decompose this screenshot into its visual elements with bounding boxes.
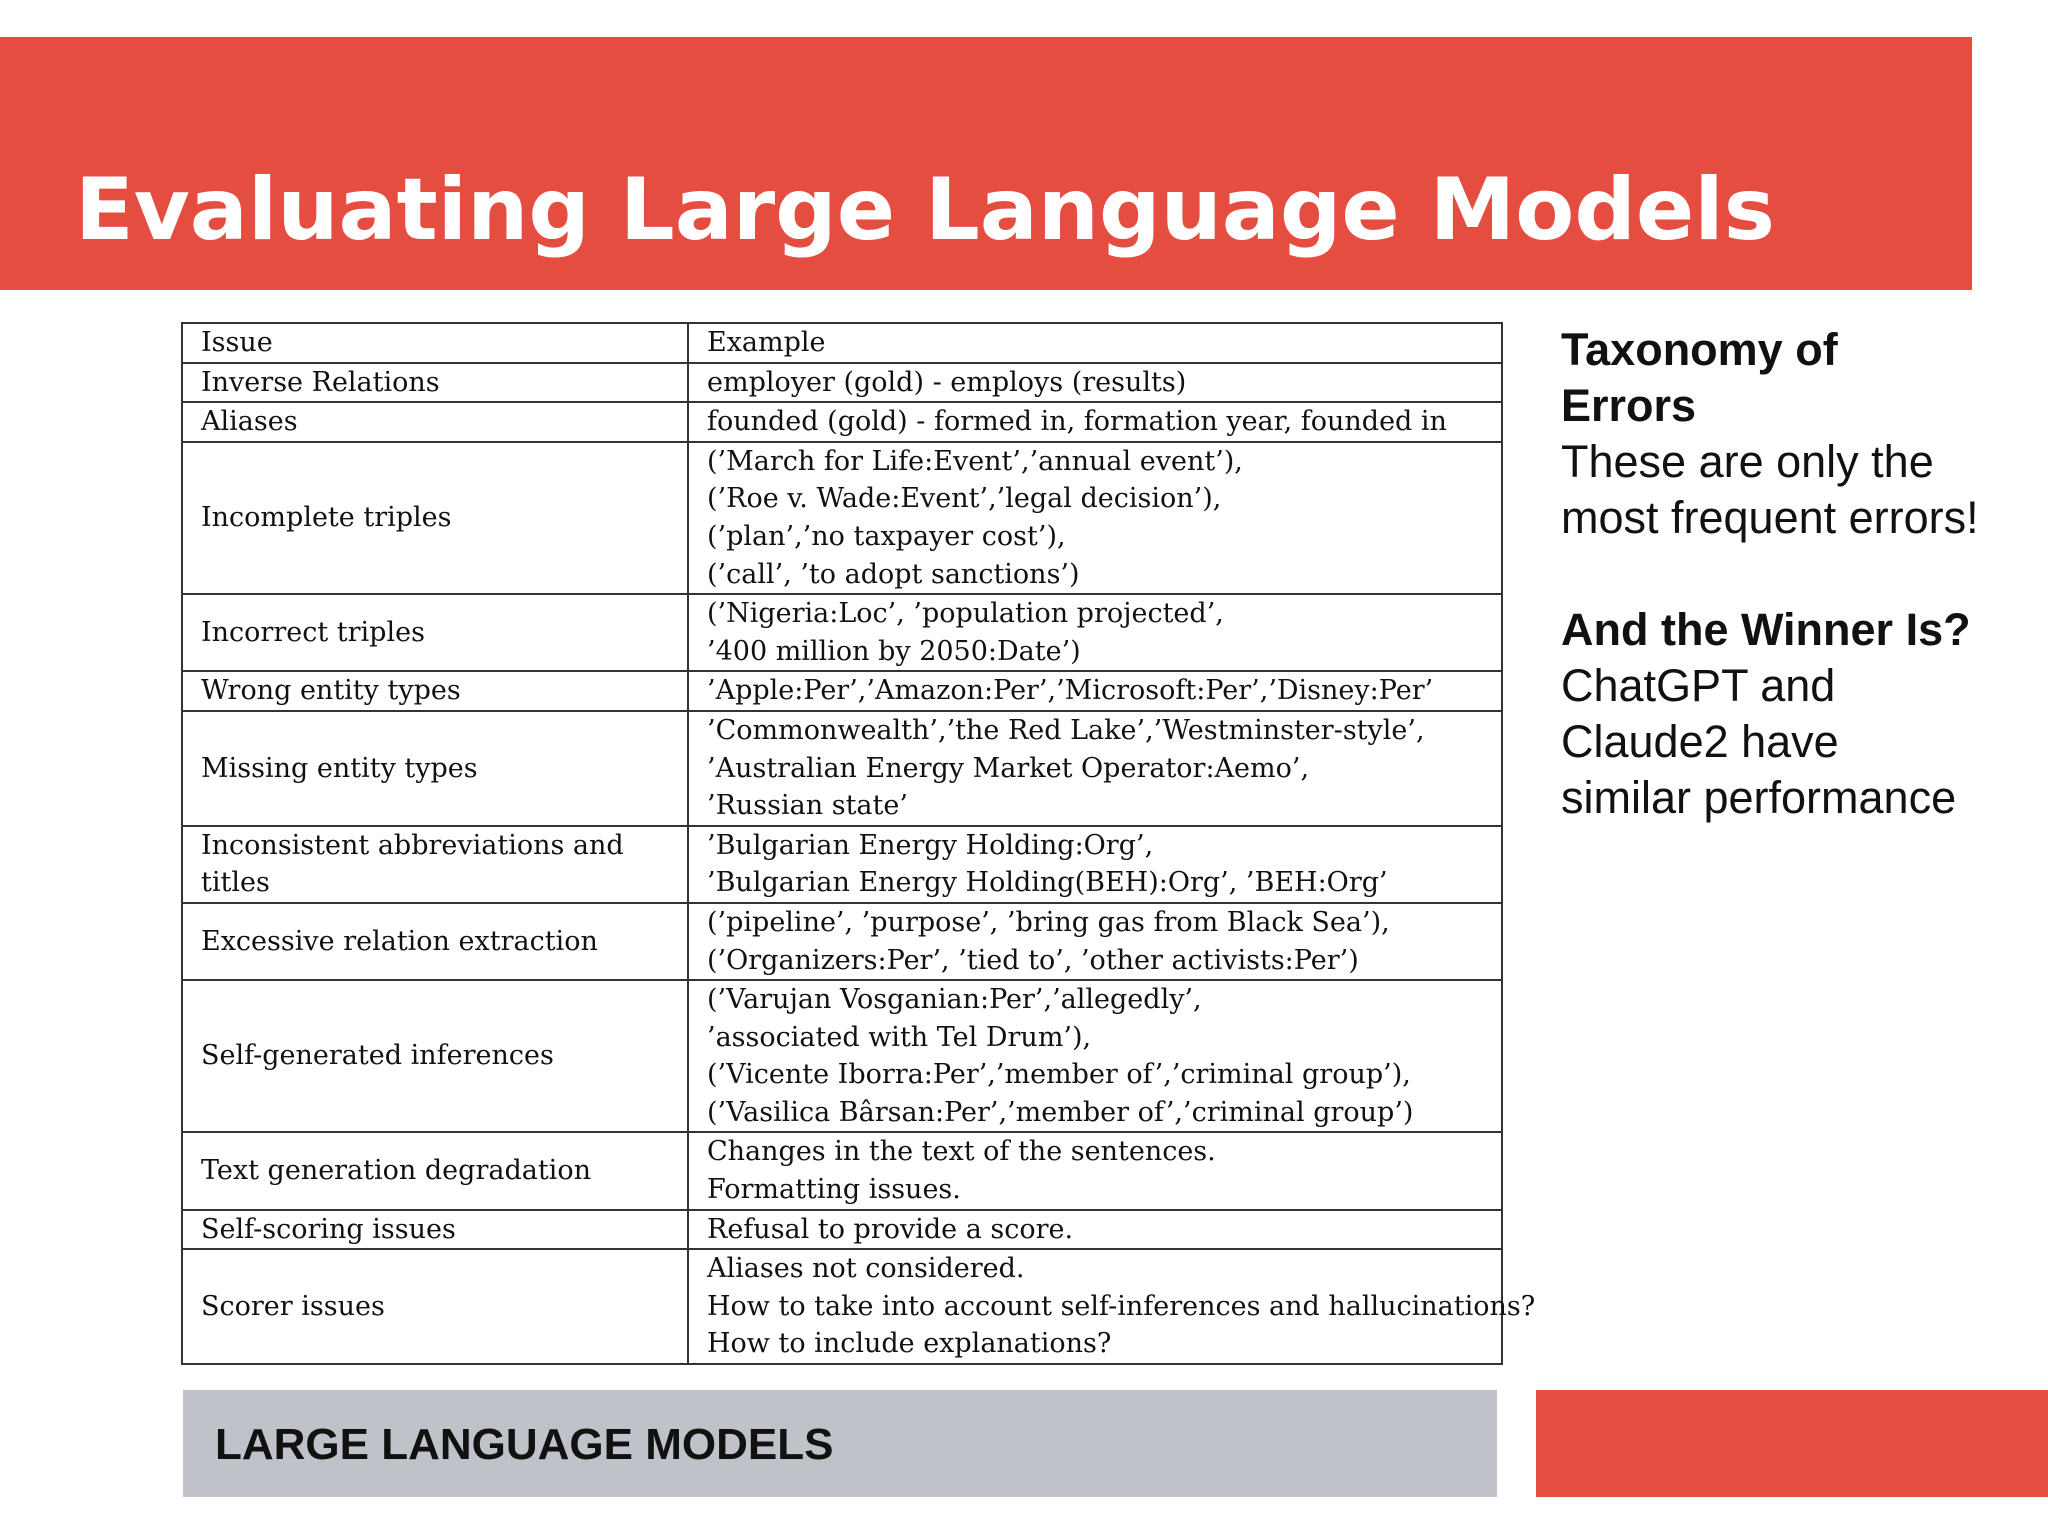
example-line: employer (gold) - employs (results): [707, 366, 1187, 398]
header-issue: Issue: [182, 323, 688, 363]
issue-cell: Text generation degradation: [182, 1132, 688, 1209]
example-line: (’Nigeria:Loc’, ’population projected’,: [707, 598, 1224, 630]
example-line: (’plan’,’no taxpayer cost’),: [707, 520, 1066, 552]
taxonomy-heading: Taxonomy of Errors: [1561, 324, 1838, 431]
example-cell: [688, 980, 1502, 1132]
footer-accent-block: [1536, 1390, 2048, 1497]
issue-cell: Scorer issues: [182, 1249, 688, 1364]
example-cell: [688, 671, 1502, 711]
example-line: ’Bulgarian Energy Holding:Org’,: [707, 829, 1154, 861]
table-row: [182, 1249, 1502, 1364]
example-line: founded (gold) - formed in, formation year, founded in: [707, 406, 1447, 438]
table-row: [182, 826, 1502, 903]
table-header-row: [182, 323, 1502, 363]
example-line: (’Roe v. Wade:Event’,’legal decision’),: [707, 483, 1222, 515]
table-row: [182, 671, 1502, 711]
example-line: ’Bulgarian Energy Holding(BEH):Org’, ’BEH:Org’: [707, 867, 1388, 899]
example-cell: [688, 826, 1502, 903]
example-cell: [688, 1132, 1502, 1209]
example-cell: [688, 711, 1502, 826]
taxonomy-body: These are only the most frequent errors!: [1561, 436, 1979, 543]
example-line: ’Commonwealth’,’the Red Lake’,’Westminster-style’,: [707, 714, 1425, 746]
table-row: [182, 903, 1502, 980]
table-row: [182, 594, 1502, 671]
issue-cell: Missing entity types: [182, 711, 688, 826]
example-line: (’call’, ’to adopt sanctions’): [707, 558, 1080, 590]
example-cell: [688, 1249, 1536, 1364]
slide-title: Evaluating Large Language Models: [75, 160, 1775, 260]
error-taxonomy-table-wrap: [181, 322, 1536, 1365]
issue-cell: Excessive relation extraction: [182, 903, 688, 980]
example-cell: [688, 402, 1502, 442]
footer-label: LARGE LANGUAGE MODELS: [215, 1420, 834, 1469]
table-row: [182, 442, 1502, 594]
table-row: [182, 1210, 1502, 1250]
example-line: (’Vasilica Bârsan:Per’,’member of’,’criminal group’): [707, 1096, 1414, 1128]
example-cell: [688, 594, 1502, 671]
example-line: ’Russian state’: [707, 790, 908, 822]
example-line: ’400 million by 2050:Date’): [707, 635, 1081, 667]
example-cell: [688, 363, 1502, 403]
header-example: Example: [688, 323, 1502, 363]
issue-cell: Incorrect triples: [182, 594, 688, 671]
table-body: [182, 323, 1536, 1364]
example-line: How to include explanations?: [707, 1328, 1112, 1360]
spacer: [1561, 546, 1981, 602]
example-line: Changes in the text of the sentences.: [707, 1136, 1216, 1168]
error-taxonomy-table: [181, 322, 1536, 1365]
example-cell: [688, 442, 1502, 594]
winner-body: ChatGPT and Claude2 have similar performance: [1561, 660, 1957, 823]
table-row: [182, 980, 1502, 1132]
example-line: (’pipeline’, ’purpose’, ’bring gas from Black Sea’),: [707, 906, 1390, 938]
example-line: (’Organizers:Per’, ’tied to’, ’other activists:Per’): [707, 944, 1359, 976]
example-line: (’March for Life:Event’,’annual event’),: [707, 445, 1243, 477]
example-line: Formatting issues.: [707, 1174, 961, 1206]
sidebar: [1561, 322, 1981, 826]
table-row: [182, 711, 1502, 826]
issue-cell: Wrong entity types: [182, 671, 688, 711]
table-row: [182, 402, 1502, 442]
example-cell: [688, 1210, 1502, 1250]
example-line: ’Australian Energy Market Operator:Aemo’,: [707, 752, 1310, 784]
table-row: [182, 363, 1502, 403]
issue-cell: Inverse Relations: [182, 363, 688, 403]
example-line: How to take into account self-inferences and hallucinations?: [707, 1290, 1536, 1322]
issue-cell: Inconsistent abbreviations and titles: [182, 826, 688, 903]
example-cell: [688, 903, 1502, 980]
example-line: Refusal to provide a score.: [707, 1213, 1074, 1245]
issue-cell: Self-scoring issues: [182, 1210, 688, 1250]
example-line: Aliases not considered.: [707, 1253, 1025, 1285]
table-row: [182, 1132, 1502, 1209]
example-line: ’associated with Tel Drum’),: [707, 1021, 1092, 1053]
example-line: ’Apple:Per’,’Amazon:Per’,’Microsoft:Per’,’Disney:Per’: [707, 675, 1434, 707]
issue-cell: Incomplete triples: [182, 442, 688, 594]
issue-cell: Aliases: [182, 402, 688, 442]
issue-cell: Self-generated inferences: [182, 980, 688, 1132]
winner-heading: And the Winner Is?: [1561, 604, 1971, 655]
example-line: (’Varujan Vosganian:Per’,’allegedly’,: [707, 984, 1202, 1016]
example-line: (’Vicente Iborra:Per’,’member of’,’criminal group’),: [707, 1059, 1411, 1091]
